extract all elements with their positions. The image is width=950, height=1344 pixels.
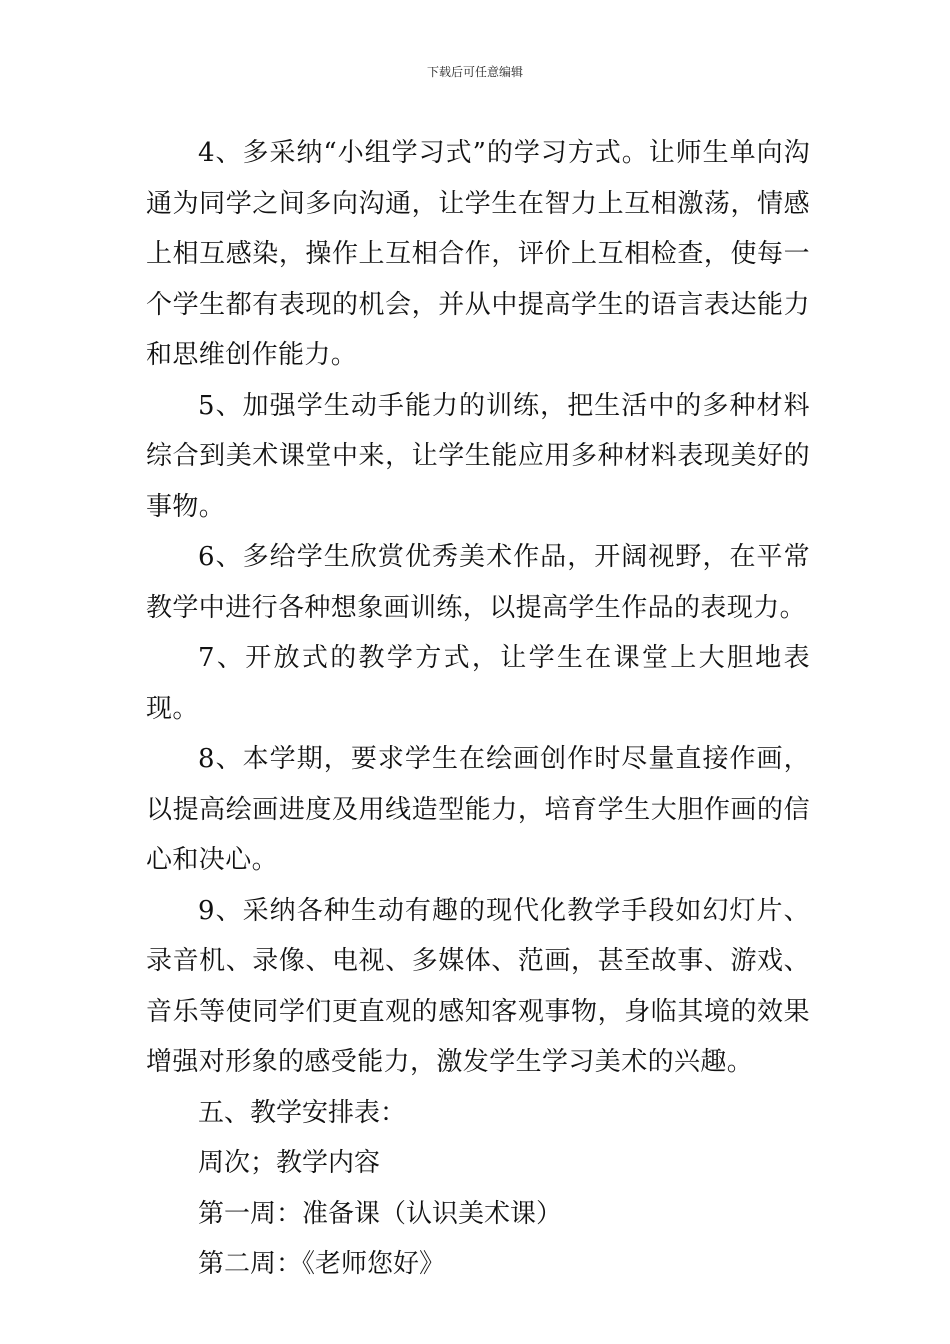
document-body bbox=[146, 128, 810, 1290]
page-header: 下载后可任意编辑 bbox=[426, 65, 523, 79]
schedule-row-week-2: 第二周：《老师您好》 bbox=[198, 1249, 446, 1279]
paragraph-item-9: 9、采纳各种生动有趣的现代化教学手段如幻灯片、录音机、录像、电视、多媒体、范画，甚至故事、游戏、音乐等使同学们更直观的感知客观事物，身临其境的效果增强对形象的感受能力，激发学生学习美术的兴趣。 bbox=[146, 895, 810, 1077]
paragraph-item-6: 6、多给学生欣赏优秀美术作品，开阔视野，在平常教学中进行各种想象画训练，以提高学生作品的表现力。 bbox=[146, 542, 810, 623]
paragraph-item-7: 7、开放式的教学方式，让学生在课堂上大胆地表现。 bbox=[146, 643, 810, 724]
paragraph-item-4: 4、多采纳“小组学习式”的学习方式。让师生单向沟通为同学之间多向沟通，让学生在智力上互相激荡，情感上相互感染，操作上互相合作，评价上互相检查，使每一个学生都有表现的机会，并从中提高学生的语言表达能力和思维创作能力。 bbox=[146, 138, 810, 370]
schedule-heading: 五、教学安排表： bbox=[198, 1097, 407, 1128]
schedule-row-week-1: 第一周：准备课（认识美术课） bbox=[198, 1198, 563, 1229]
schedule-columns: 周次；教学内容 bbox=[198, 1148, 381, 1178]
paragraph-item-5: 5、加强学生动手能力的训练，把生活中的多种材料综合到美术课堂中来，让学生能应用多种材料表现美好的事物。 bbox=[146, 390, 810, 522]
paragraph-item-8: 8、本学期，要求学生在绘画创作时尽量直接作画，以提高绘画进度及用线造型能力，培育学生大胆作画的信心和决心。 bbox=[146, 744, 810, 875]
